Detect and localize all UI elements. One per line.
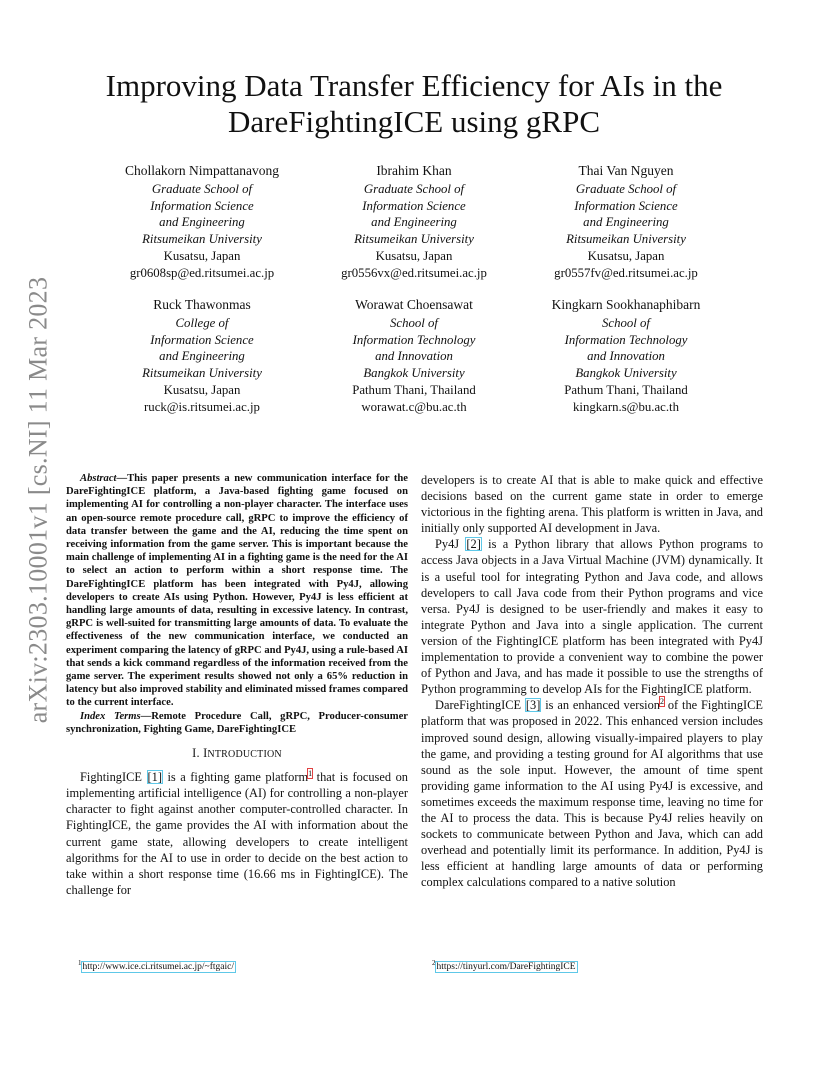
index-terms-lead: Index Terms bbox=[80, 710, 141, 722]
author-name: Thai Van Nguyen bbox=[578, 163, 674, 178]
arxiv-identifier bbox=[18, 276, 58, 724]
body-text: of the FightingICE platform that was proposed in 2022. This enhanced version includes improved sound design, allowing visually-impaired players to play the game, and providing a testing ground for AI algorithms that use sound as the sole input. However, the amount of time spent providing game information to the AI using Py4J is excessive, and sometimes exceeds the maximum response time, leaving no time for the AI to process the data. This is because Py4J relies heavily on sockets to communicate between Python and Java, which can add overhead and potentially limit its performance. In addition, Py4J is less efficient at handling large amounts of data or performing complex calculations compared to a native solution bbox=[421, 698, 763, 890]
intro-text: is a fighting game platform bbox=[162, 770, 309, 785]
intro-text: that is focused on implementing artificial intelligence (AI) for controlling a non-player character to fight against another computer-controlled character. In FightingICE, the game provides the AI with information about the current game state, allowing developers to create intelligent algorithms for the AI to use in order to decide on the best action to take within a short response time (16.66 ms in FightingICE). The challenge for bbox=[66, 770, 408, 897]
index-terms-body: —Remote Procedure Call, gRPC, Producer-consumer synchronization, Fighting Game, DareFightingICE bbox=[66, 710, 408, 735]
author-affiliation: Ritsumeikan University bbox=[142, 232, 262, 247]
right-column bbox=[421, 472, 763, 890]
author-affiliation: Graduate School of bbox=[575, 181, 677, 196]
author-card bbox=[96, 163, 308, 282]
author-email: ruck@is.ritsumei.ac.jp bbox=[144, 399, 260, 414]
author-affiliation: School of bbox=[390, 315, 438, 330]
author-card bbox=[96, 297, 308, 416]
citation-link[interactable]: [1] bbox=[147, 770, 162, 785]
footnote-number: 1 bbox=[78, 958, 82, 967]
author-location: Pathum Thani, Thailand bbox=[564, 382, 688, 397]
author-card bbox=[520, 297, 732, 416]
left-column bbox=[66, 472, 408, 898]
author-name: Worawat Choensawat bbox=[355, 297, 473, 312]
footnote-marker[interactable]: 2 bbox=[660, 697, 664, 707]
author-affiliation: Information Science bbox=[150, 332, 254, 347]
author-location: Kusatsu, Japan bbox=[163, 248, 241, 263]
body-paragraph-py4j bbox=[421, 536, 763, 697]
author-email: kingkarn.s@bu.ac.th bbox=[573, 399, 679, 414]
arxiv-identifier-text: arXiv:2303.10001v1 [cs.NI] 11 Mar 2023 bbox=[23, 276, 52, 724]
author-email: worawat.c@bu.ac.th bbox=[361, 399, 467, 414]
abstract bbox=[66, 472, 408, 710]
citation-link[interactable]: [2] bbox=[466, 537, 481, 552]
author-name: Ruck Thawonmas bbox=[153, 297, 251, 312]
author-affiliation: and Engineering bbox=[159, 215, 245, 230]
author-affiliation: School of bbox=[602, 315, 650, 330]
author-affiliation: and Innovation bbox=[587, 349, 665, 364]
author-affiliation: Information Science bbox=[574, 198, 678, 213]
footnote-number: 2 bbox=[432, 958, 436, 967]
author-affiliation: Information Technology bbox=[564, 332, 688, 347]
footnote-url-link[interactable]: http://www.ice.ci.ritsumei.ac.jp/~ftgaic/ bbox=[82, 962, 234, 972]
body-text: is an enhanced version bbox=[541, 698, 660, 713]
index-terms bbox=[66, 710, 408, 736]
section-title-rest: NTRODUCTION bbox=[207, 749, 282, 761]
citation-link[interactable]: [3] bbox=[525, 698, 541, 713]
author-affiliation: Ritsumeikan University bbox=[354, 232, 474, 247]
author-affiliation: and Innovation bbox=[375, 349, 453, 364]
body-text: Py4J bbox=[435, 537, 466, 552]
author-location: Pathum Thani, Thailand bbox=[352, 382, 476, 397]
footnote-1 bbox=[78, 958, 235, 973]
author-location: Kusatsu, Japan bbox=[587, 248, 665, 263]
author-affiliation: Information Science bbox=[362, 198, 466, 213]
author-affiliation: Information Science bbox=[150, 198, 254, 213]
intro-paragraph-1 bbox=[66, 769, 408, 898]
author-affiliation: and Engineering bbox=[371, 215, 457, 230]
author-card bbox=[308, 163, 520, 282]
paper-title-line1: Improving Data Transfer Efficiency for AIs in the bbox=[105, 68, 723, 103]
body-text: is a Python library that allows Python programs to access Java objects in a Java Virtual Machine (JVM) dynamically. It is a useful tool for integrating Python and Java code, and allows developers to call Java code from their Python programs and vice versa. Py4J is designed to be user-friendly and makes it easy to integrate Python and Java into a single application. The current version of the FightingICE platform has been integrated with Py4J implementation to provide a convenient way to combine the power of Python and Java, and has made it possible to use the strengths of Python programming to develop AIs for the FightingICE platform. bbox=[421, 537, 764, 697]
author-name: Chollakorn Nimpattanavong bbox=[124, 163, 280, 178]
section-heading-introduction bbox=[66, 745, 408, 763]
author-location: Kusatsu, Japan bbox=[375, 248, 453, 263]
author-block-row2 bbox=[96, 297, 732, 416]
author-card bbox=[308, 297, 520, 416]
author-email: gr0608sp@ed.ritsumei.ac.jp bbox=[129, 265, 275, 280]
paper-title bbox=[64, 68, 764, 140]
footnote-marker[interactable]: 1 bbox=[308, 769, 313, 779]
author-email: gr0557fv@ed.ritsumei.ac.jp bbox=[554, 265, 698, 280]
author-affiliation: Bangkok University bbox=[575, 366, 677, 381]
section-title-initial: I bbox=[203, 746, 208, 761]
author-location: Kusatsu, Japan bbox=[163, 382, 241, 397]
paper-title-line2: DareFightingICE using gRPC bbox=[227, 104, 600, 139]
author-affiliation: Information Technology bbox=[352, 332, 476, 347]
section-number: I. bbox=[192, 746, 200, 761]
author-card bbox=[520, 163, 732, 282]
author-affiliation: Graduate School of bbox=[151, 181, 253, 196]
author-affiliation: Graduate School of bbox=[363, 181, 465, 196]
author-name: Kingkarn Sookhanaphibarn bbox=[551, 297, 701, 312]
author-affiliation: College of bbox=[175, 315, 229, 330]
abstract-body: —This paper presents a new communication interface for the DareFightingICE platform, a Java-based fighting game focused on implementing AI for controlling a non-player character. The interface uses an open-source remote procedure call, gRPC to improve the efficiency of data transfer between the game and the AI, reducing the time spent on receiving information from the game server. This is important because the main challenge of implementing AI in a fighting game is the need for the AI to select an action to perform within a short response time. The DareFightingICE platform has been integrated with Py4J, allowing developers to create AIs using Python. However, Py4J is less efficient at handling large amounts of data, resulting in excessive latency. In contrast, gRPC is well-suited for transmitting large amounts of data. To evaluate the effectiveness of the new communication interface, we conducted an experiment comparing the latency of gRPC and Py4J, using a rule-based AI that sends a kick command regardless of the information received from the game server. The experiment results showed not only a 65% reduction in latency but also improved stability and eliminated missed frames compared to the current interface. bbox=[66, 473, 408, 709]
abstract-lead: Abstract bbox=[80, 473, 117, 484]
author-affiliation: Bangkok University bbox=[363, 366, 465, 381]
author-email: gr0556vx@ed.ritsumei.ac.jp bbox=[341, 265, 487, 280]
body-paragraph-darefightingice bbox=[421, 697, 763, 890]
author-block-row1 bbox=[96, 163, 732, 282]
author-affiliation: and Engineering bbox=[583, 215, 669, 230]
author-affiliation: and Engineering bbox=[159, 349, 245, 364]
footnote-url-link[interactable]: https://tinyurl.com/DareFightingICE bbox=[436, 962, 576, 972]
author-affiliation: Ritsumeikan University bbox=[142, 366, 262, 381]
author-name: Ibrahim Khan bbox=[376, 163, 452, 178]
body-text: DareFightingICE bbox=[435, 698, 525, 713]
footnote-2 bbox=[432, 958, 577, 973]
body-paragraph: developers is to create AI that is able to make quick and effective decisions based on the current game state in order to emerge victorious in the fighting arena. This platform is written in Java, and initially only supported AI development in Java. bbox=[421, 473, 763, 536]
intro-text: FightingICE bbox=[80, 770, 147, 785]
author-affiliation: Ritsumeikan University bbox=[566, 232, 686, 247]
